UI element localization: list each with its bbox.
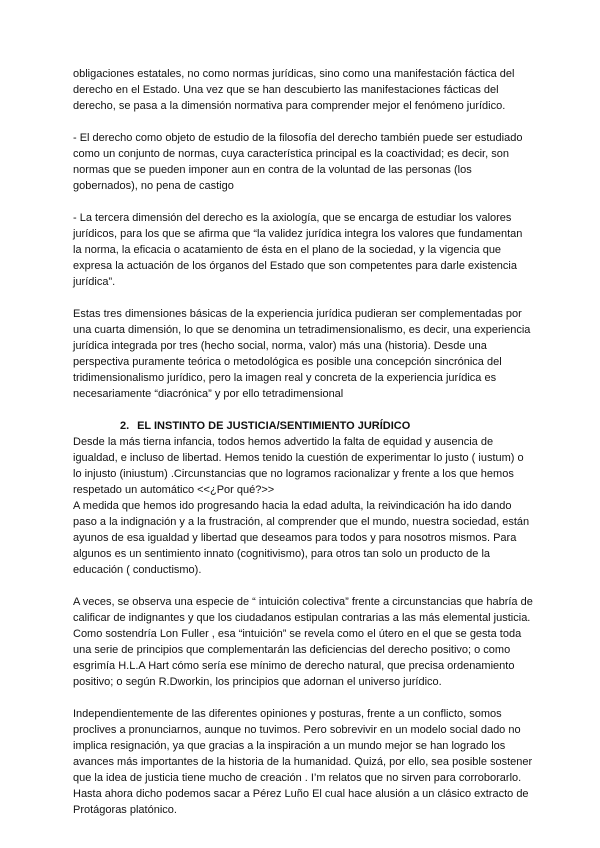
section-heading — [73, 418, 533, 434]
section-number: 2. — [120, 420, 130, 432]
section-title: EL INSTINTO DE JUSTICIA/SENTIMIENTO JURÍDICO — [137, 420, 411, 432]
paragraph-infancy: Desde la más tierna infancia, todos hemos advertido la falta de equidad y ausencia de igualdad, e incluso de libertad. Hemos tenido la cuestión de experimentar lo justo ( iustum) o lo injusto (iniustum) .Circunstancias que no logramos racionalizar y frente a los que hemos respetado un automático <<¿Por qué?>> — [73, 436, 524, 496]
paragraph-fact-dimension: obligaciones estatales, no como normas jurídicas, sino como una manifestación fáctica del derecho en el Estado. Una vez que se han descubierto las manifestaciones fácticas del derecho, se pasa a la dimensión normativa para comprender mejor el fenómeno jurídico. — [73, 68, 515, 112]
document-page — [73, 66, 533, 834]
paragraph-collective-intuition: A veces, se observa una especie de “ intuición colectiva” frente a circunstancias que habría de calificar de indignantes y que los ciudadanos estipulan contrarias a las más elemental justicia. Como sostendría Lon Fuller , esa “intuición” se revela como el útero en el que se gesta toda una serie de principios que complementarán las deficiencias del derecho positivo; o como esgrimía H.L.A Hart cómo sería ese mínimo de derecho natural, que precisa ordenamiento positivo; o según R.Dworkin, los principios que adornan el universo jurídico. — [73, 596, 533, 688]
paragraph-independent-opinions: Independientemente de las diferentes opiniones y posturas, frente a un conflicto, somos proclives a pronunciarnos, aunque no tuvimos. Pero sobrevivir en un modelo social dado no implica resignación, ya que gracias a la inspiración a un mundo mejor se han logrado los avances más importantes de la historia de la humanidad. Quizá, por ello, sea posible sostener que la idea de justicia tiene mucho de creación . I’m relatos que no sirven para corroborarlo. Hasta ahora dicho podemos sacar a Pérez Luño El cual hace alusión a un clásico extracto de Protágoras platónico. — [73, 708, 533, 816]
paragraph-tetradimensionalism: Estas tres dimensiones básicas de la experiencia jurídica pudieran ser complementadas por una cuarta dimensión, lo que se denomina un tetradimensionalismo, es decir, una experiencia jurídica integrada por tres (hecho social, norma, valor) más una (historia). Desde una perspectiva puramente teórica o metodológica es posible una concepción sincrónica del tridimensionalismo jurídico, pero la imagen real y concreta de la experiencia jurídica es necesariamente “diacrónica” y por ello tetradimensional — [73, 308, 531, 400]
paragraph-adulthood: A medida que hemos ido progresando hacia la edad adulta, la reivindicación ha ido dando paso a la indignación y a la frustración, al comprender que el mundo, nuestra sociedad, están ayunos de esa igualdad y libertad que deseamos para todos y para nosotros mismos. Para algunos es un sentimiento innato (cognitivismo), para otros tan solo un producto de la educación ( conductismo). — [73, 500, 530, 576]
paragraph-norm-dimension: - El derecho como objeto de estudio de la filosofía del derecho también puede ser estudiado como un conjunto de normas, cuya característica principal es la coactividad; es decir, son normas que se pueden imponer aun en contra de la voluntad de las personas (los gobernados), no pena de castigo — [73, 132, 523, 192]
paragraph-axiology-dimension: - La tercera dimensión del derecho es la axiología, que se encarga de estudiar los valores jurídicos, para los que se afirma que “la validez jurídica integra los valores que fundamentan la norma, la eficacia o acatamiento de ésta en el plano de la sociedad, y la vigencia que expresa la actuación de los órganos del Estado que son competentes para darle existencia jurídica”. — [73, 212, 523, 288]
